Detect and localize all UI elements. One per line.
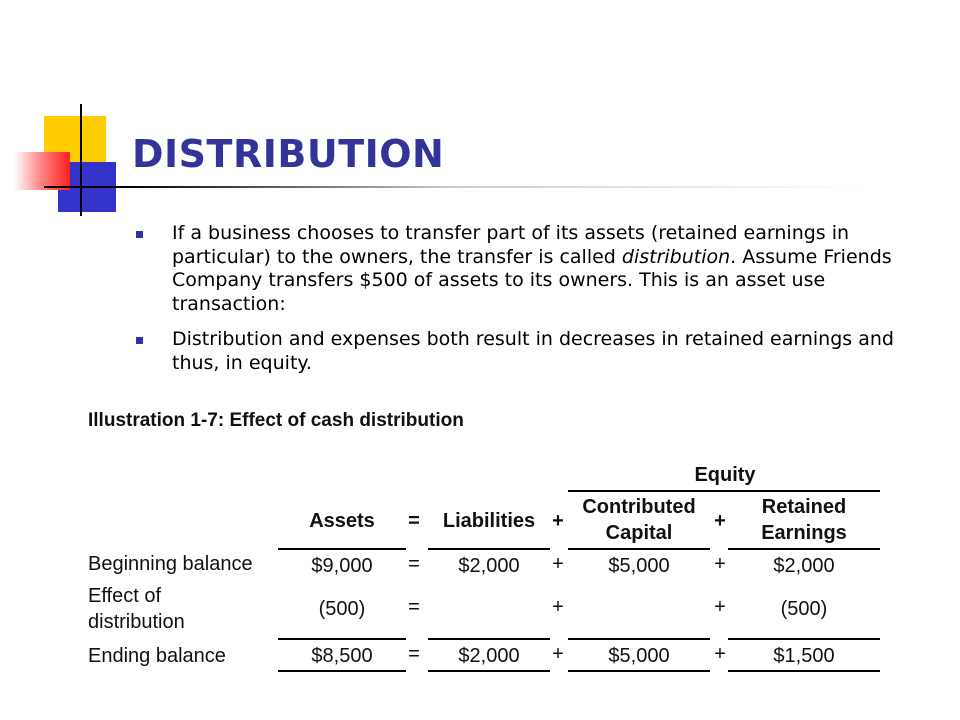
bullet-text-part: If a business chooses to transfer part of its assets (retained earnings in particular) to the owners, the transfer is called	[172, 222, 850, 268]
column-header-assets: Assets	[309, 510, 375, 532]
column-header-contributed-line2: Capital	[605, 522, 673, 544]
row-label: Ending balance	[88, 645, 226, 667]
illustration-title: Illustration 1-7: Effect of cash distribution	[88, 410, 464, 431]
operator-plus: +	[552, 596, 564, 618]
slide-title: DISTRIBUTION	[132, 132, 445, 176]
total-rule-assets	[278, 638, 406, 640]
operator-equals: =	[408, 553, 420, 575]
cell-assets: $8,500	[311, 645, 373, 667]
total-rule-liabilities	[428, 638, 550, 640]
row-label: Beginning balance	[88, 553, 253, 575]
operator-plus: +	[552, 643, 564, 665]
header-operator-plus: +	[714, 510, 726, 532]
row-label-line1: Effect of	[88, 585, 162, 607]
operator-plus: +	[714, 553, 726, 575]
cell-retained-earnings: $2,000	[773, 555, 835, 577]
operator-plus: +	[714, 596, 726, 618]
final-rule-assets	[278, 670, 406, 672]
total-rule-contributed	[568, 638, 710, 640]
column-header-liabilities: Liabilities	[442, 510, 536, 532]
header-rule-liabilities	[428, 548, 550, 550]
cell-liabilities: $2,000	[458, 555, 520, 577]
cell-contributed-capital: $5,000	[608, 555, 670, 577]
equity-header: Equity	[694, 464, 756, 486]
column-header-retained-line1: Retained	[761, 496, 847, 518]
operator-plus: +	[552, 553, 564, 575]
bullet-term-italic: distribution	[621, 245, 731, 268]
total-rule-retained	[728, 638, 880, 640]
cell-retained-earnings: $1,500	[773, 645, 835, 667]
row-label-line2: distribution	[88, 611, 185, 633]
operator-plus: +	[714, 643, 726, 665]
cell-contributed-capital: $5,000	[608, 645, 670, 667]
final-rule-liabilities	[428, 670, 550, 672]
header-rule-assets	[278, 548, 406, 550]
header-rule-retained	[728, 548, 880, 550]
header-operator-plus: +	[552, 510, 564, 532]
equity-header-rule	[568, 490, 880, 492]
bullet-text-part: . Assume Friends Company transfers $500 of assets to its owners. This is an asset use transaction:	[172, 245, 892, 315]
bullet-text: Distribution and expenses both result in decreases in retained earnings and thus, in equity.	[172, 328, 894, 374]
operator-equals: =	[408, 596, 420, 618]
header-operator-equals: =	[408, 510, 420, 532]
cell-assets: (500)	[318, 598, 366, 620]
final-rule-contributed	[568, 670, 710, 672]
header-rule-contributed	[568, 548, 710, 550]
cell-liabilities: $2,000	[458, 645, 520, 667]
final-rule-retained	[728, 670, 880, 672]
column-header-contributed-line1: Contributed	[582, 496, 696, 518]
operator-equals: =	[408, 643, 420, 665]
cell-retained-earnings: (500)	[780, 598, 828, 620]
column-header-retained-line2: Earnings	[761, 522, 847, 544]
cell-assets: $9,000	[311, 555, 373, 577]
